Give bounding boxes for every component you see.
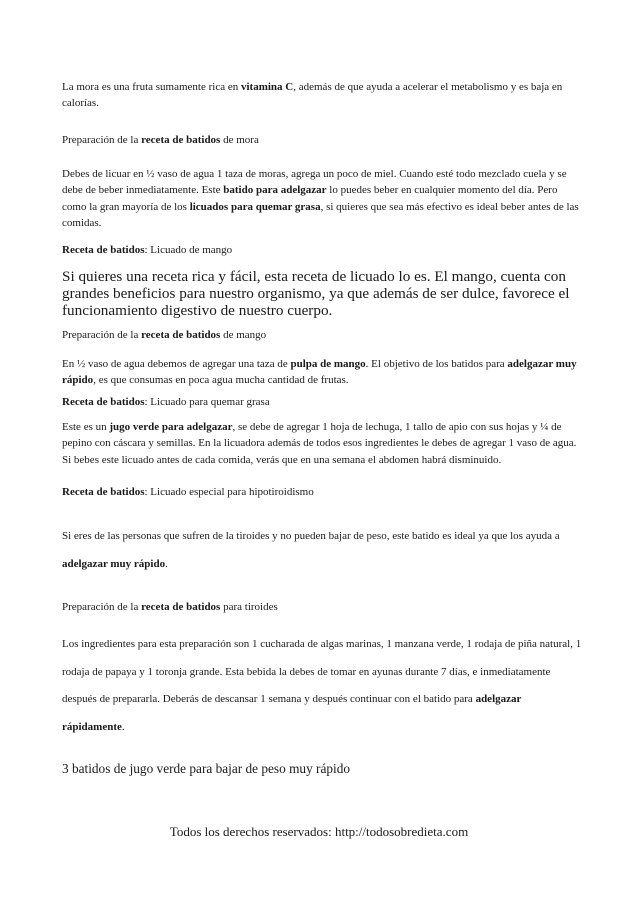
paragraph-mango-intro: Si quieres una receta rica y fácil, esta receta de licuado lo es. El mango, cuenta con grandes beneficios para nuestro organismo, ya que además de ser dulce, favorece el funcionamiento digestivo de nuestro cuerpo.	[62, 268, 570, 320]
heading-hipotiroidismo: Receta de batidos: Licuado especial para hipotiroidismo	[62, 486, 314, 498]
paragraph-tiroides-preparation: Los ingredientes para esta preparación son 1 cucharada de algas marinas, 1 manzana verde, 1 rodaja de piña natural, 1 rodaja de papaya y 1 toronja grande. Esta bebida la debes de tomar en ayunas durante 7 días, e inmediatamente después de prepararla. Deberás de descansar 1 semana y después continuar con el batido para adelgazar rápidamente.	[62, 638, 582, 733]
paragraph-mora-intro: La mora es una fruta sumamente rica en vitamina C, además de que ayuda a acelerar el metabolismo y es baja en calorías.	[62, 81, 563, 110]
paragraph-tiroides-intro: Si eres de las personas que sufren de la tiroides y no pueden bajar de peso, este batido es ideal ya que los ayuda a adelgazar muy rápido.	[62, 530, 560, 570]
paragraph-mango-preparation: En ½ vaso de agua debemos de agregar una taza de pulpa de mango. El objetivo de los batidos para adelgazar muy rápido, es que consumas en poca agua mucha cantidad de frutas.	[62, 358, 577, 387]
heading-preparacion-mango: Preparación de la receta de batidos de mango	[62, 329, 267, 341]
heading-preparacion-tiroides: Preparación de la receta de batidos para tiroides	[62, 601, 278, 613]
heading-batidos-jugo-verde: 3 batidos de jugo verde para bajar de peso muy rápido	[62, 761, 351, 776]
footer-copyright: Todos los derechos reservados: http://todosobredieta.com	[169, 824, 469, 839]
heading-preparacion-mora: Preparación de la receta de batidos de mora	[62, 134, 259, 146]
paragraph-mora-preparation: Debes de licuar en ½ vaso de agua 1 taza de moras, agrega un poco de miel. Cuando esté todo mezclado cuela y se debe de beber inmediatamente. Este batido para adelgazar lo puedes beber en cualquier momento del día. Pero como la gran mayoría de los licuados para quemar grasa, si quieres que sea más efectivo es ideal beber antes de las comidas.	[62, 168, 579, 229]
paragraph-jugo-verde: Este es un jugo verde para adelgazar, se debe de agregar 1 hoja de lechuga, 1 tallo de apio con sus hojas y ¼ de pepino con cáscara y semillas. En la licuadora además de todos esos ingredientes le debes de agregar 1 vaso de agua. Si bebes este licuado antes de cada comida, verás que en una semana el abdomen habrá disminuido.	[62, 421, 577, 466]
heading-quemar-grasa: Receta de batidos: Licuado para quemar grasa	[62, 396, 270, 408]
heading-licuado-mango: Receta de batidos: Licuado de mango	[62, 244, 233, 256]
